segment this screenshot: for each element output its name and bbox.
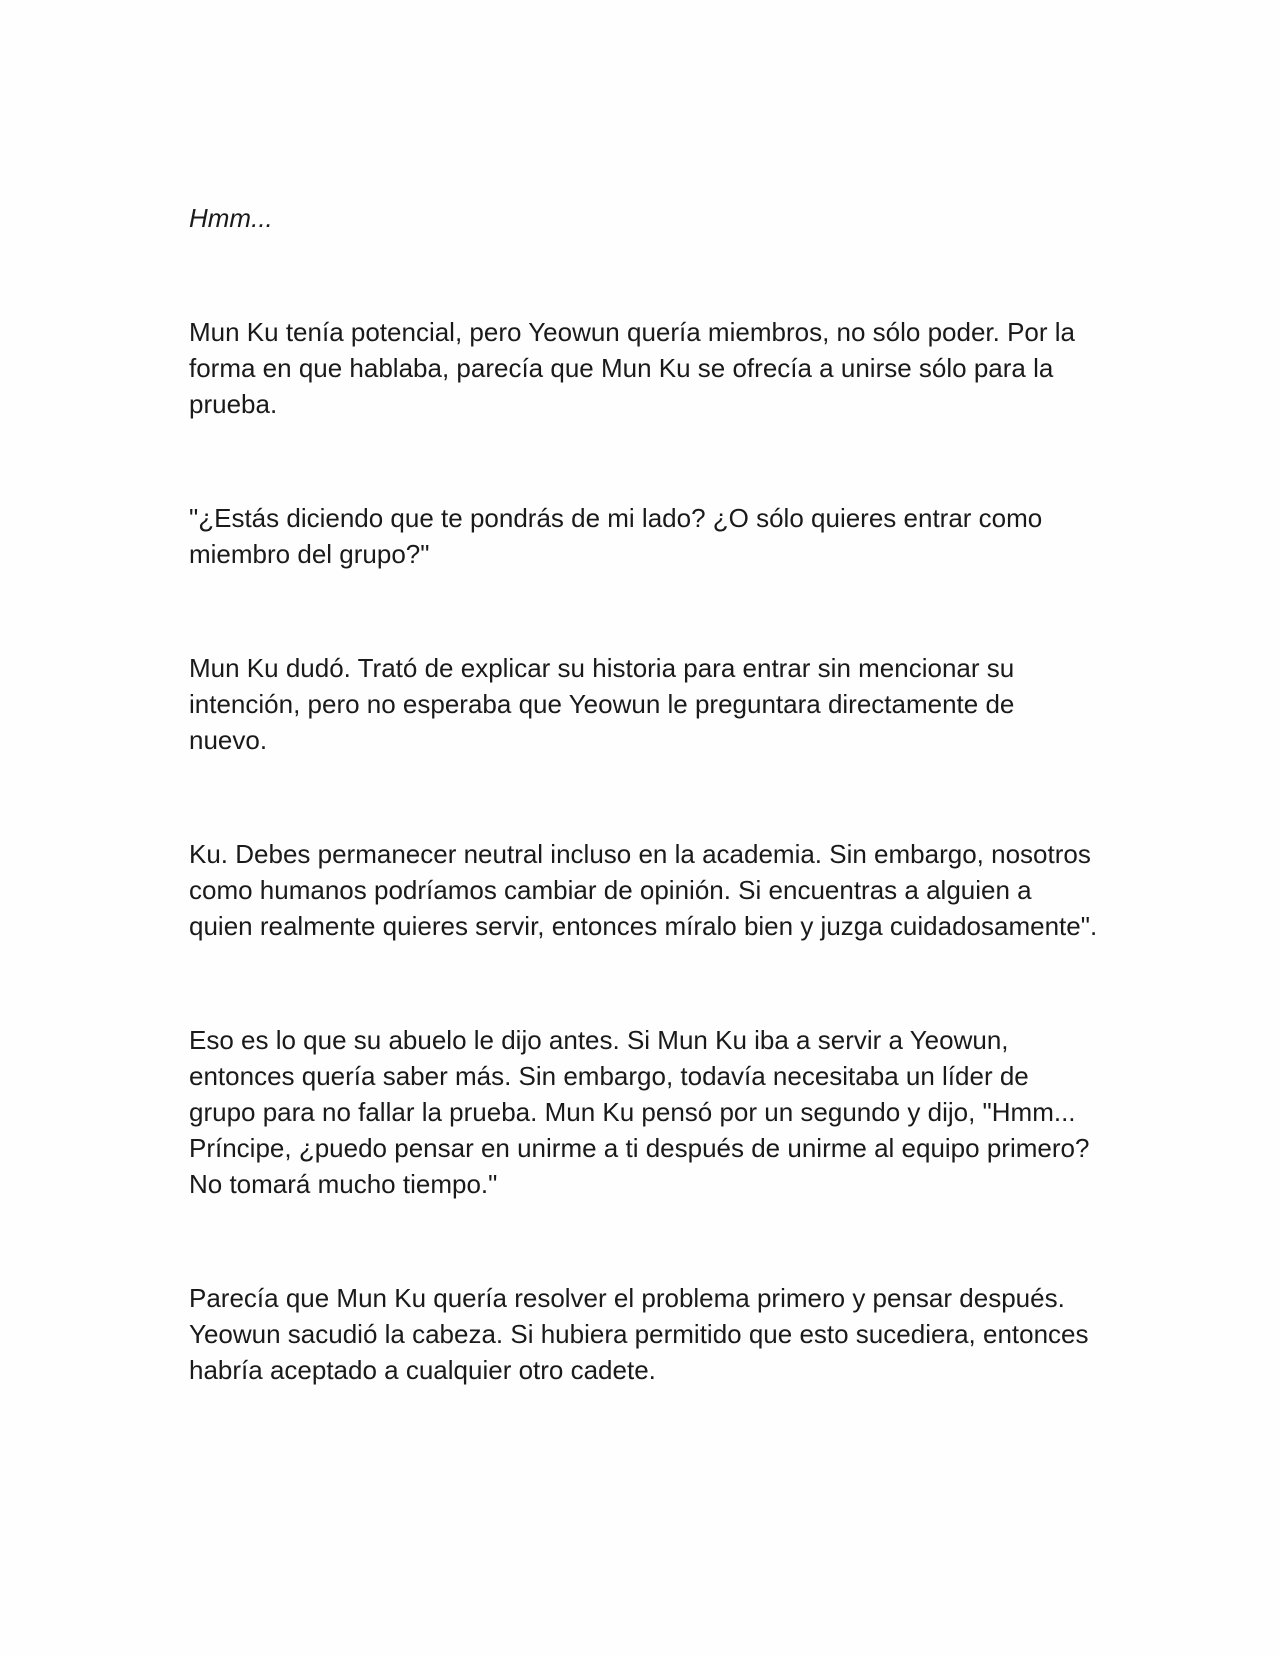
paragraph-hmm: Hmm...	[189, 203, 273, 233]
paragraph-question: "¿Estás diciendo que te pondrás de mi lado? ¿O sólo quieres entrar como miembro del grupo?"	[189, 503, 1043, 569]
document-body	[189, 200, 1099, 1388]
paragraph-hesitation: Mun Ku dudó. Trató de explicar su historia para entrar sin mencionar su intención, pero no esperaba que Yeowun le preguntara directamente de nuevo.	[189, 653, 1015, 755]
paragraph-grandfather: Eso es lo que su abuelo le dijo antes. Si Mun Ku iba a servir a Yeowun, entonces quería saber más. Sin embargo, todavía necesitaba un líder de grupo para no fallar la prueba. Mun Ku pensó por un segundo y dijo, "Hmm... Príncipe, ¿puedo pensar en unirme a ti después de unirme al equipo primero? No tomará mucho tiempo."	[189, 1025, 1090, 1199]
paragraph-resolution: Parecía que Mun Ku quería resolver el problema primero y pensar después. Yeowun sacudió la cabeza. Si hubiera permitido que esto sucediera, entonces habría aceptado a cualquier otro cadete.	[189, 1283, 1089, 1385]
paragraph-potential: Mun Ku tenía potencial, pero Yeowun quería miembros, no sólo poder. Por la forma en que hablaba, parecía que Mun Ku se ofrecía a unirse sólo para la prueba.	[189, 317, 1076, 419]
paragraph-advice: Ku. Debes permanecer neutral incluso en la academia. Sin embargo, nosotros como humanos podríamos cambiar de opinión. Si encuentras a alguien a quien realmente quieres servir, entonces míralo bien y juzga cuidadosamente".	[189, 839, 1098, 941]
